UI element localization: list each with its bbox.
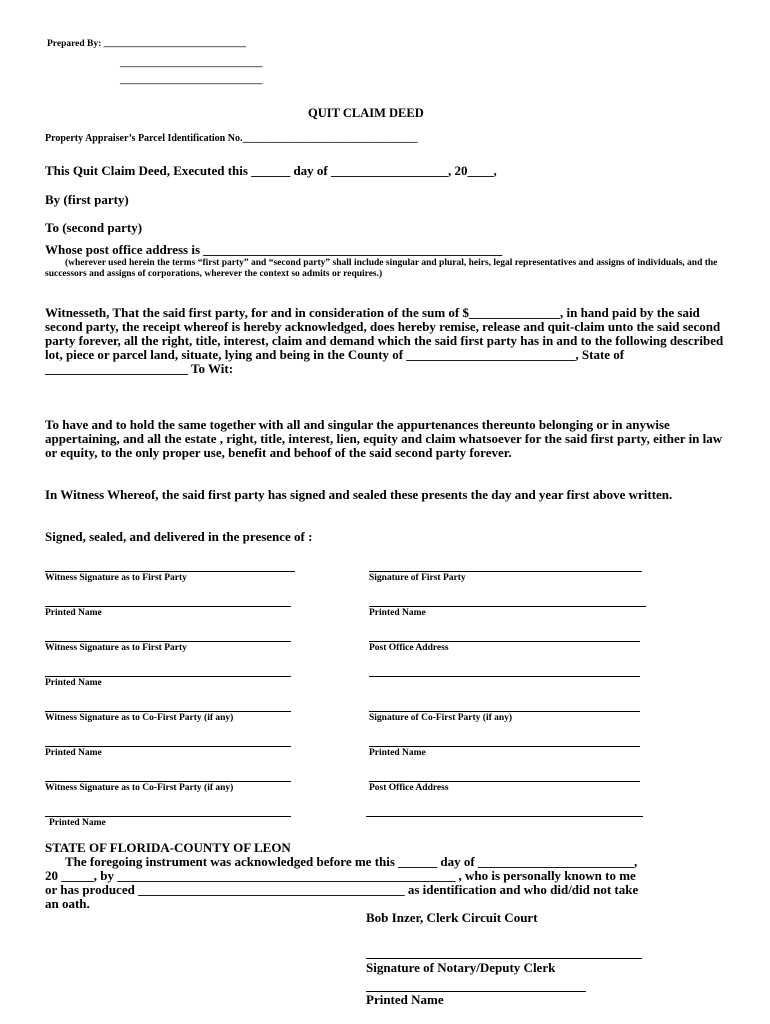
executed-date-field[interactable]: This Quit Claim Deed, Executed this ______ day of __________________, 20____,: [45, 163, 497, 178]
prepared-by[interactable]: Prepared By: ______________________________: [47, 39, 247, 49]
witness-1-printed-name-line[interactable]: [45, 606, 291, 607]
first-party-printed-name-line[interactable]: [369, 606, 646, 607]
prepared-by-line-2[interactable]: ______________________________: [120, 59, 263, 69]
witnesseth-paragraph[interactable]: Witnesseth, That the said first party, for and in consideration of the sum of $______________, in hand paid by the said second party, the receipt whereof is hereby acknowledged, does hereby remise, release and quit-claim unto the said second party forever, all the right, title, interest, claim and demand which the said first party has in and to the following described lot, piece or parcel land, situate, lying and being in the County of __________________________, State of ______________________ To Wit:: [45, 305, 724, 376]
co-first-party-address-line-2[interactable]: [366, 816, 643, 817]
first-party-signature-line[interactable]: [369, 571, 642, 572]
state-county-heading: STATE OF FLORIDA-COUNTY OF LEON: [45, 840, 291, 855]
first-party-address-label: Post Office Address: [369, 643, 449, 653]
co-first-party-address-line[interactable]: [369, 781, 640, 782]
co-first-party-address-label: Post Office Address: [369, 783, 449, 793]
co-first-party-printed-name-line[interactable]: [369, 746, 640, 747]
first-party-signature-label: Signature of First Party: [369, 573, 466, 583]
clerk-name: Bob Inzer, Clerk Circuit Court: [366, 910, 538, 925]
notary-signature-line[interactable]: [366, 958, 642, 959]
prepared-by-line-3[interactable]: ______________________________: [120, 76, 263, 86]
witness-2-signature-line[interactable]: [45, 641, 291, 642]
acknowledgement-line-1[interactable]: The foregoing instrument was acknowledged before me this ______ day of ________________________,: [65, 854, 638, 869]
witness-3-printed-name-line[interactable]: [45, 746, 291, 747]
co-first-party-signature-line[interactable]: [369, 711, 640, 712]
witness-4-label: Witness Signature as to Co-First Party (if any): [45, 783, 234, 793]
witness-1-signature-line[interactable]: [45, 571, 295, 572]
first-party-address-line[interactable]: [369, 641, 640, 642]
witness-3-label: Witness Signature as to Co-First Party (if any): [45, 713, 234, 723]
post-office-address-field[interactable]: Whose post office address is ______________________________________________: [45, 242, 503, 257]
witness-2-printed-name-label: Printed Name: [45, 678, 102, 688]
co-first-party-printed-name-label: Printed Name: [369, 748, 426, 758]
witness-4-printed-name-label: Printed Name: [49, 818, 106, 828]
witness-2-printed-name-line[interactable]: [45, 676, 291, 677]
witness-2-label: Witness Signature as to First Party: [45, 643, 187, 653]
witness-3-printed-name-label: Printed Name: [45, 748, 102, 758]
document-title: QUIT CLAIM DEED: [308, 106, 424, 120]
witness-1-printed-name-label: Printed Name: [45, 608, 102, 618]
acknowledgement-line-3[interactable]: or has produced _________________________________________ as identification and who did/did not take: [45, 882, 639, 897]
witness-4-signature-line[interactable]: [45, 781, 291, 782]
co-first-party-signature-label: Signature of Co-First Party (if any): [369, 713, 513, 723]
witness-4-printed-name-line[interactable]: [45, 816, 291, 817]
second-party-label: To (second party): [45, 220, 143, 235]
terms-note: (wherever used herein the terms “first party” and “second party” shall include singular and plural, heirs, legal representatives and assigns of individuals, and the successors and assigns of corporations, wherever the context so admits or requires.): [45, 258, 718, 279]
to-have-paragraph: To have and to hold the same together with all and singular the appurtenances thereunto belonging or in anywise appertaining, and all the estate , right, title, interest, lien, equity and claim whatsoever for the said first party, either in law or equity, to the only proper use, benefit and behoof of the said second party forever.: [45, 417, 723, 460]
first-party-label: By (first party): [45, 192, 129, 207]
witness-3-signature-line[interactable]: [45, 711, 291, 712]
first-party-address-line-2[interactable]: [369, 676, 640, 677]
notary-printed-name-label: Printed Name: [366, 992, 444, 1007]
acknowledgement-line-4: an oath.: [45, 896, 90, 911]
first-party-printed-name-label: Printed Name: [369, 608, 426, 618]
witness-1-label: Witness Signature as to First Party: [45, 573, 187, 583]
signed-sealed-label: Signed, sealed, and delivered in the presence of :: [45, 529, 313, 544]
in-witness-paragraph: In Witness Whereof, the said first party has signed and sealed these presents the day and year first above written.: [45, 487, 673, 502]
notary-signature-label: Signature of Notary/Deputy Clerk: [366, 960, 556, 975]
parcel-id-field[interactable]: Property Appraiser’s Parcel Identification No.___________________________________: [45, 133, 418, 144]
acknowledgement-line-2[interactable]: 20 _____, by ____________________________________________________ , who is personally known to me: [45, 868, 636, 883]
